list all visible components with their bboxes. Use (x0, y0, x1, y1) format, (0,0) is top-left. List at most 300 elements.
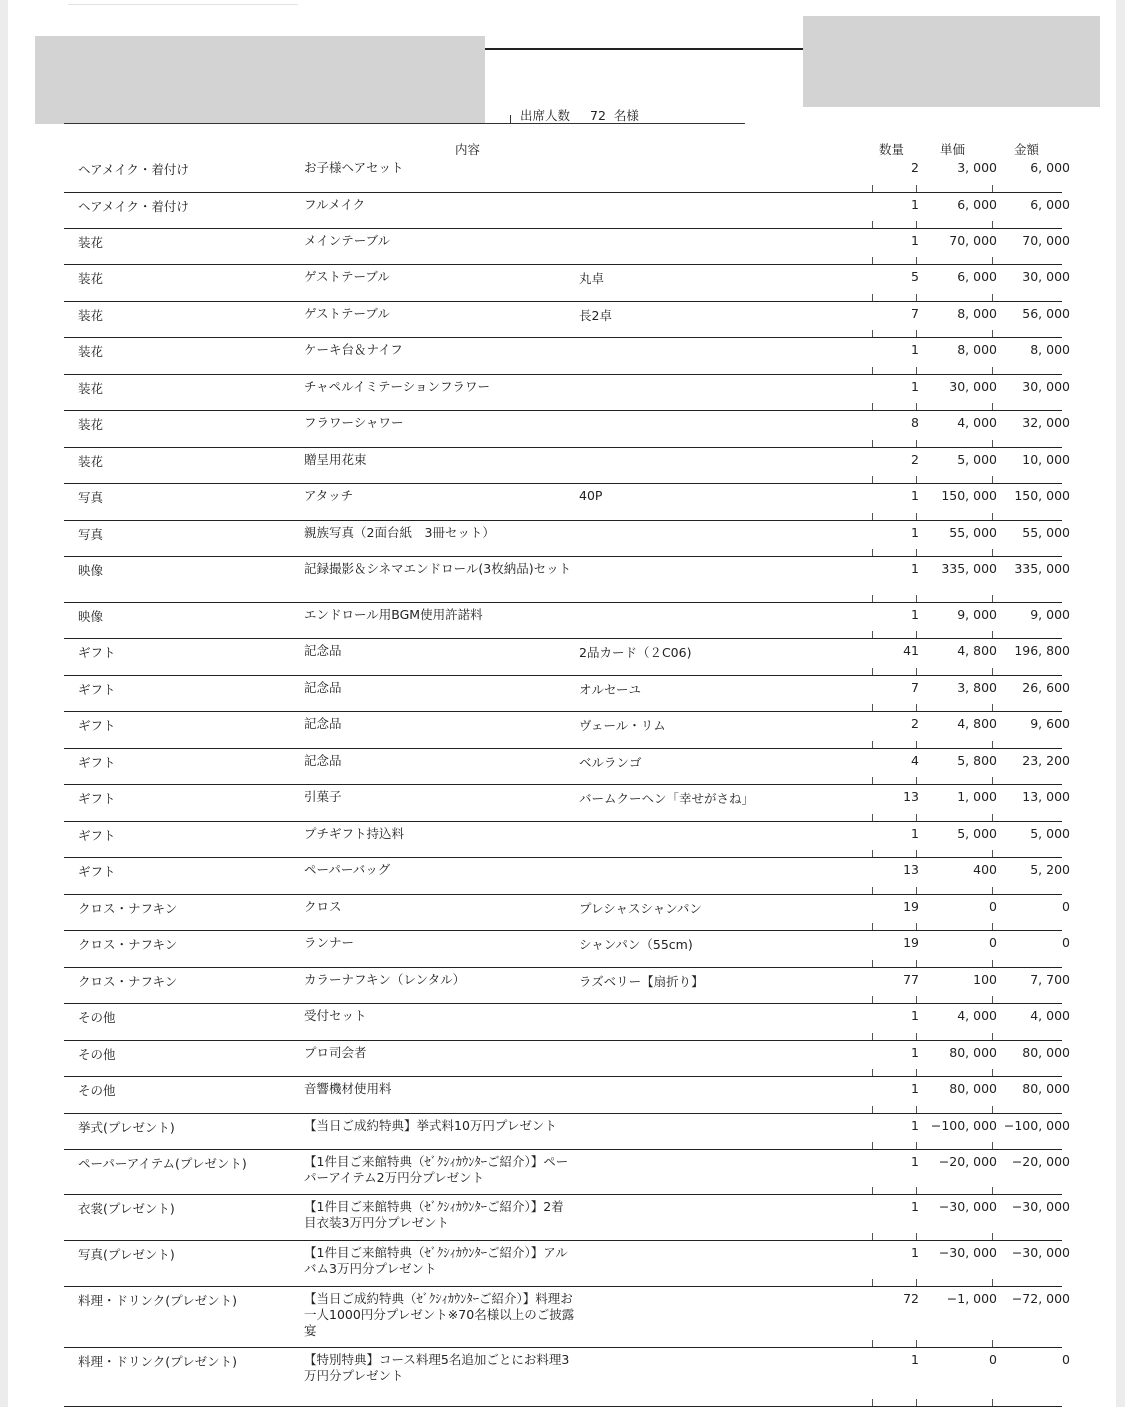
item-cell: チャペルイミテーションフラワー (304, 379, 491, 394)
unit-price-cell: 9, 000 (957, 607, 997, 622)
column-tick (872, 668, 873, 675)
amount-cell: 26, 600 (1022, 680, 1070, 695)
category-cell: その他 (78, 1083, 116, 1098)
column-tick (916, 513, 917, 520)
column-tick (916, 1187, 917, 1194)
qty-cell: 1 (911, 826, 919, 841)
table-row (64, 676, 1070, 712)
qty-cell: 7 (911, 306, 919, 321)
column-tick (872, 257, 873, 264)
redacted-block-left (35, 36, 485, 124)
unit-price-cell: 3, 000 (957, 160, 997, 175)
qty-cell: 2 (911, 452, 919, 467)
column-header-qty: 数量 (879, 142, 905, 157)
qty-cell: 1 (911, 1199, 919, 1214)
item-cell: アタッチ (304, 488, 354, 503)
column-tick (916, 814, 917, 821)
item-cell: 記念品 (304, 716, 342, 731)
column-tick (992, 221, 993, 228)
category-cell: 写真(プレゼント) (78, 1247, 175, 1262)
category-cell: 衣裳(プレゼント) (78, 1201, 175, 1216)
qty-cell: 1 (911, 488, 919, 503)
column-tick (872, 1233, 873, 1240)
column-tick (992, 1069, 993, 1076)
amount-cell: 32, 000 (1022, 415, 1070, 430)
table-row (64, 785, 1070, 822)
column-tick (916, 1142, 917, 1149)
qty-cell: 13 (903, 789, 919, 804)
category-cell: ギフト (78, 828, 116, 843)
redacted-block-right (803, 16, 1100, 107)
item-cell: 贈呈用花束 (304, 452, 367, 467)
qty-cell: 1 (911, 1045, 919, 1060)
amount-cell: 9, 600 (1030, 716, 1070, 731)
unit-price-cell: 100 (973, 972, 997, 987)
column-tick (872, 1340, 873, 1347)
category-cell: クロス・ナフキン (78, 937, 178, 952)
column-tick (992, 1033, 993, 1040)
unit-price-cell: 150, 000 (941, 488, 997, 503)
unit-price-cell: −30, 000 (938, 1245, 997, 1260)
column-tick (916, 887, 917, 894)
unit-price-cell: 80, 000 (949, 1081, 997, 1096)
attendance-info (520, 106, 639, 124)
table-row (64, 1348, 1070, 1407)
column-tick (872, 777, 873, 784)
line-items-table (64, 156, 1070, 1407)
amount-cell: 0 (1062, 899, 1070, 914)
amount-cell: −30, 000 (1011, 1245, 1070, 1260)
item-cell: 【特別特典】コース料理5名追加ごとにお料理3万円分プレゼント (304, 1352, 570, 1383)
qty-cell: 1 (911, 1352, 919, 1367)
column-tick (872, 1399, 873, 1406)
table-row (64, 931, 1070, 968)
column-tick (872, 631, 873, 638)
column-tick (992, 1399, 993, 1406)
column-tick (872, 549, 873, 556)
item-cell: フルメイク (304, 197, 366, 212)
column-tick (872, 741, 873, 748)
amount-cell: 9, 000 (1030, 607, 1070, 622)
amount-cell: 70, 000 (1022, 233, 1070, 248)
note-cell: オルセーユ (579, 682, 642, 697)
category-cell: 装花 (78, 381, 104, 396)
amount-cell: 80, 000 (1022, 1045, 1070, 1060)
category-cell: その他 (78, 1047, 116, 1062)
column-tick (916, 476, 917, 483)
category-cell: ギフト (78, 755, 116, 770)
column-tick (872, 476, 873, 483)
category-cell: 料理・ドリンク(プレゼント) (78, 1293, 238, 1308)
category-cell: ギフト (78, 645, 116, 660)
category-cell: クロス・ナフキン (78, 974, 178, 989)
table-row (64, 156, 1070, 193)
table-row (64, 375, 1070, 411)
amount-cell: −20, 000 (1011, 1154, 1070, 1169)
item-cell: プチギフト持込料 (304, 826, 405, 841)
column-tick (916, 294, 917, 301)
column-tick (916, 1340, 917, 1347)
column-tick (872, 595, 873, 602)
table-row (64, 749, 1070, 785)
column-tick (992, 631, 993, 638)
table-row (64, 968, 1070, 1004)
table-row (64, 448, 1070, 484)
category-cell: ギフト (78, 864, 116, 879)
amount-cell: 0 (1062, 1352, 1070, 1367)
column-tick (992, 1279, 993, 1286)
column-tick (916, 1399, 917, 1406)
column-tick (916, 741, 917, 748)
note-cell: シャンパン（55cm) (579, 937, 693, 952)
qty-cell: 1 (911, 561, 919, 576)
table-row (64, 1041, 1070, 1077)
column-tick (916, 1033, 917, 1040)
table-row (64, 229, 1070, 265)
category-cell: その他 (78, 1010, 116, 1025)
column-tick (992, 595, 993, 602)
unit-price-cell: 5, 000 (957, 826, 997, 841)
category-cell: 料理・ドリンク(プレゼント) (78, 1354, 238, 1369)
category-cell: 装花 (78, 454, 104, 469)
qty-cell: 2 (911, 160, 919, 175)
category-cell: 装花 (78, 344, 104, 359)
item-cell: ペーパーバッグ (304, 862, 391, 877)
amount-cell: −30, 000 (1011, 1199, 1070, 1214)
item-cell: ゲストテーブル (304, 269, 390, 284)
item-cell: ケーキ台＆ナイフ (304, 342, 403, 357)
amount-cell: 6, 000 (1030, 160, 1070, 175)
note-cell: ヴェール・リム (579, 718, 666, 733)
column-tick (872, 1279, 873, 1286)
unit-price-cell: 6, 000 (957, 269, 997, 284)
unit-price-cell: −30, 000 (938, 1199, 997, 1214)
table-row (64, 338, 1070, 375)
column-tick (916, 257, 917, 264)
item-cell: 【1件目ご来館特典（ｾﾞｸｼｨｶｳﾝﾀｰご紹介）】アルバム3万円分プレゼント (304, 1245, 568, 1276)
column-tick (872, 221, 873, 228)
column-tick (872, 887, 873, 894)
item-cell: メインテーブル (304, 233, 391, 248)
amount-cell: 56, 000 (1022, 306, 1070, 321)
column-tick (872, 814, 873, 821)
column-tick (916, 668, 917, 675)
item-cell: ランナー (304, 935, 355, 950)
category-cell: 装花 (78, 235, 104, 250)
category-cell: ペーパーアイテム(プレゼント) (78, 1156, 247, 1171)
unit-price-cell: 5, 800 (957, 753, 997, 768)
amount-cell: 7, 700 (1030, 972, 1070, 987)
category-cell: ギフト (78, 682, 116, 697)
qty-cell: 1 (911, 233, 919, 248)
column-tick (992, 294, 993, 301)
column-tick (992, 960, 993, 967)
category-cell: 挙式(プレゼント) (78, 1120, 175, 1135)
item-cell: ゲストテーブル (304, 306, 390, 321)
note-cell: バームクーヘン「幸せがさね」 (579, 791, 755, 806)
column-tick (916, 777, 917, 784)
item-cell: 【当日ご成約特典】挙式料10万円プレゼント (304, 1118, 557, 1133)
unit-price-cell: 4, 000 (957, 1008, 997, 1023)
qty-cell: 7 (911, 680, 919, 695)
column-tick (916, 996, 917, 1003)
table-row (64, 603, 1070, 639)
column-tick (916, 549, 917, 556)
amount-cell: 196, 800 (1014, 643, 1070, 658)
item-cell: エンドロール用BGM使用許諾料 (304, 607, 483, 622)
qty-cell: 41 (903, 643, 919, 658)
column-tick (872, 440, 873, 447)
qty-cell: 72 (903, 1291, 919, 1306)
category-cell: ヘアメイク・着付け (78, 162, 189, 177)
unit-price-cell: 3, 800 (957, 680, 997, 695)
table-row (64, 712, 1070, 749)
table-row (64, 1077, 1070, 1114)
column-tick (872, 996, 873, 1003)
column-tick (916, 185, 917, 192)
column-tick (992, 330, 993, 337)
item-cell: 【1件目ご来館特典（ｾﾞｸｼｨｶｳﾝﾀｰご紹介）】2着目衣装3万円分プレゼント (304, 1199, 564, 1230)
column-tick (916, 221, 917, 228)
amount-cell: 5, 200 (1030, 862, 1070, 877)
column-tick (992, 1106, 993, 1113)
category-cell: 写真 (78, 527, 104, 542)
qty-cell: 1 (911, 1154, 919, 1169)
table-row (64, 302, 1070, 338)
column-tick (872, 923, 873, 930)
table-row (64, 1114, 1070, 1150)
table-row (64, 1241, 1070, 1287)
amount-cell: 10, 000 (1022, 452, 1070, 467)
amount-cell: 23, 200 (1022, 753, 1070, 768)
category-cell: クロス・ナフキン (78, 901, 178, 916)
qty-cell: 1 (911, 197, 919, 212)
unit-price-cell: 335, 000 (941, 561, 997, 576)
qty-cell: 1 (911, 525, 919, 540)
item-cell: プロ司会者 (304, 1045, 367, 1060)
column-tick (992, 1340, 993, 1347)
category-cell: 映像 (78, 563, 104, 578)
note-cell: 2品カード（２C06) (579, 645, 692, 660)
column-tick (992, 1233, 993, 1240)
unit-price-cell: 80, 000 (949, 1045, 997, 1060)
column-tick (916, 1279, 917, 1286)
table-row (64, 822, 1070, 858)
note-cell: ラズベリー【扇折り】 (579, 974, 704, 989)
column-tick (916, 704, 917, 711)
column-tick (916, 850, 917, 857)
unit-price-cell: 0 (989, 899, 997, 914)
column-header-unit-price: 単価 (940, 142, 966, 157)
amount-cell: 30, 000 (1022, 379, 1070, 394)
item-cell: 記念品 (304, 643, 342, 658)
table-row (64, 1004, 1070, 1041)
title-rule (485, 48, 803, 50)
column-tick (916, 960, 917, 967)
amount-cell: 4, 000 (1030, 1008, 1070, 1023)
category-cell: ヘアメイク・着付け (78, 199, 189, 214)
item-cell: 音響機材使用料 (304, 1081, 392, 1096)
column-tick (992, 741, 993, 748)
column-tick (992, 549, 993, 556)
column-tick (992, 777, 993, 784)
note-cell: 長2卓 (579, 308, 612, 323)
column-tick (992, 814, 993, 821)
qty-cell: 1 (911, 1245, 919, 1260)
qty-cell: 4 (911, 753, 919, 768)
qty-cell: 1 (911, 342, 919, 357)
qty-cell: 5 (911, 269, 919, 284)
column-tick (992, 923, 993, 930)
amount-cell: −72, 000 (1011, 1291, 1070, 1306)
item-cell: 記念品 (304, 680, 342, 695)
table-row (64, 858, 1070, 895)
column-tick (916, 330, 917, 337)
unit-price-cell: 4, 800 (957, 643, 997, 658)
column-tick (916, 440, 917, 447)
amount-cell: 8, 000 (1030, 342, 1070, 357)
qty-cell: 1 (911, 1008, 919, 1023)
amount-cell: 55, 000 (1022, 525, 1070, 540)
table-row (64, 1150, 1070, 1195)
column-tick (916, 1233, 917, 1240)
amount-cell: 5, 000 (1030, 826, 1070, 841)
amount-cell: −100, 000 (1003, 1118, 1070, 1133)
item-cell: カラーナフキン（レンタル） (304, 972, 466, 987)
unit-price-cell: 8, 000 (957, 342, 997, 357)
table-row (64, 411, 1070, 448)
note-cell: 丸卓 (579, 271, 605, 286)
column-tick (872, 185, 873, 192)
unit-price-cell: 8, 000 (957, 306, 997, 321)
attendance-count: 72 (590, 108, 606, 123)
column-tick (872, 1106, 873, 1113)
column-tick (992, 704, 993, 711)
column-tick (872, 513, 873, 520)
table-row (64, 193, 1070, 229)
column-tick (992, 887, 993, 894)
note-cell: 40P (579, 488, 603, 503)
unit-price-cell: 0 (989, 1352, 997, 1367)
unit-price-cell: −1, 000 (946, 1291, 997, 1306)
qty-cell: 1 (911, 379, 919, 394)
column-tick (916, 403, 917, 410)
column-tick (992, 668, 993, 675)
unit-price-cell: 55, 000 (949, 525, 997, 540)
column-tick (916, 1106, 917, 1113)
item-cell: お子様ヘアセット (304, 160, 404, 175)
unit-price-cell: 6, 000 (957, 197, 997, 212)
table-row (64, 557, 1070, 603)
attendance-tick (510, 115, 511, 123)
column-tick (872, 1033, 873, 1040)
unit-price-cell: 0 (989, 935, 997, 950)
unit-price-cell: 4, 000 (957, 415, 997, 430)
item-cell: 【1件目ご来館特典（ｾﾞｸｼｨｶｳﾝﾀｰご紹介）】ペーパーアイテム2万円分プレゼント (304, 1154, 569, 1185)
item-cell: 引菓子 (304, 789, 342, 804)
category-cell: ギフト (78, 791, 116, 806)
unit-price-cell: 70, 000 (949, 233, 997, 248)
unit-price-cell: 1, 000 (957, 789, 997, 804)
table-row (64, 895, 1070, 931)
column-tick (872, 704, 873, 711)
amount-cell: 150, 000 (1014, 488, 1070, 503)
unit-price-cell: 30, 000 (949, 379, 997, 394)
top-edge-line (68, 0, 298, 5)
column-tick (872, 403, 873, 410)
qty-cell: 13 (903, 862, 919, 877)
invoice-page (8, 0, 1116, 1407)
category-cell: 装花 (78, 308, 104, 323)
unit-price-cell: −20, 000 (938, 1154, 997, 1169)
column-tick (992, 257, 993, 264)
column-tick (916, 367, 917, 374)
attendance-label: 出席人数 (520, 108, 571, 123)
column-tick (992, 1142, 993, 1149)
item-cell: クロス (304, 899, 342, 914)
column-tick (872, 850, 873, 857)
table-row (64, 265, 1070, 302)
column-tick (872, 960, 873, 967)
column-tick (992, 367, 993, 374)
item-cell: フラワーシャワー (304, 415, 404, 430)
note-cell: ベルランゴ (579, 755, 642, 770)
category-cell: 装花 (78, 417, 104, 432)
unit-price-cell: 5, 000 (957, 452, 997, 467)
column-tick (992, 513, 993, 520)
unit-price-cell: 400 (973, 862, 997, 877)
qty-cell: 19 (903, 899, 919, 914)
qty-cell: 1 (911, 1081, 919, 1096)
unit-price-cell: 4, 800 (957, 716, 997, 731)
item-cell: 記念品 (304, 753, 342, 768)
qty-cell: 2 (911, 716, 919, 731)
column-tick (916, 631, 917, 638)
column-tick (872, 1187, 873, 1194)
attendance-underline (64, 123, 745, 124)
category-cell: ギフト (78, 718, 116, 733)
column-tick (916, 923, 917, 930)
item-cell: 記録撮影＆シネマエンドロール(3枚納品)セット (304, 561, 572, 576)
column-tick (992, 185, 993, 192)
column-tick (992, 1187, 993, 1194)
column-tick (872, 1142, 873, 1149)
amount-cell: 0 (1062, 935, 1070, 950)
table-row (64, 639, 1070, 676)
qty-cell: 19 (903, 935, 919, 950)
column-header-amount: 金額 (1014, 142, 1040, 157)
column-tick (872, 367, 873, 374)
category-cell: 写真 (78, 490, 104, 505)
amount-cell: 13, 000 (1022, 789, 1070, 804)
column-tick (992, 440, 993, 447)
column-tick (992, 850, 993, 857)
amount-cell: 80, 000 (1022, 1081, 1070, 1096)
qty-cell: 8 (911, 415, 919, 430)
table-row (64, 1195, 1070, 1241)
column-tick (992, 996, 993, 1003)
table-row (64, 1287, 1070, 1348)
amount-cell: 30, 000 (1022, 269, 1070, 284)
attendance-unit: 名様 (613, 108, 639, 123)
category-cell: 装花 (78, 271, 104, 286)
column-tick (992, 476, 993, 483)
column-tick (916, 595, 917, 602)
column-tick (872, 294, 873, 301)
table-row (64, 521, 1070, 557)
qty-cell: 1 (911, 1118, 919, 1133)
item-cell: 受付セット (304, 1008, 367, 1023)
